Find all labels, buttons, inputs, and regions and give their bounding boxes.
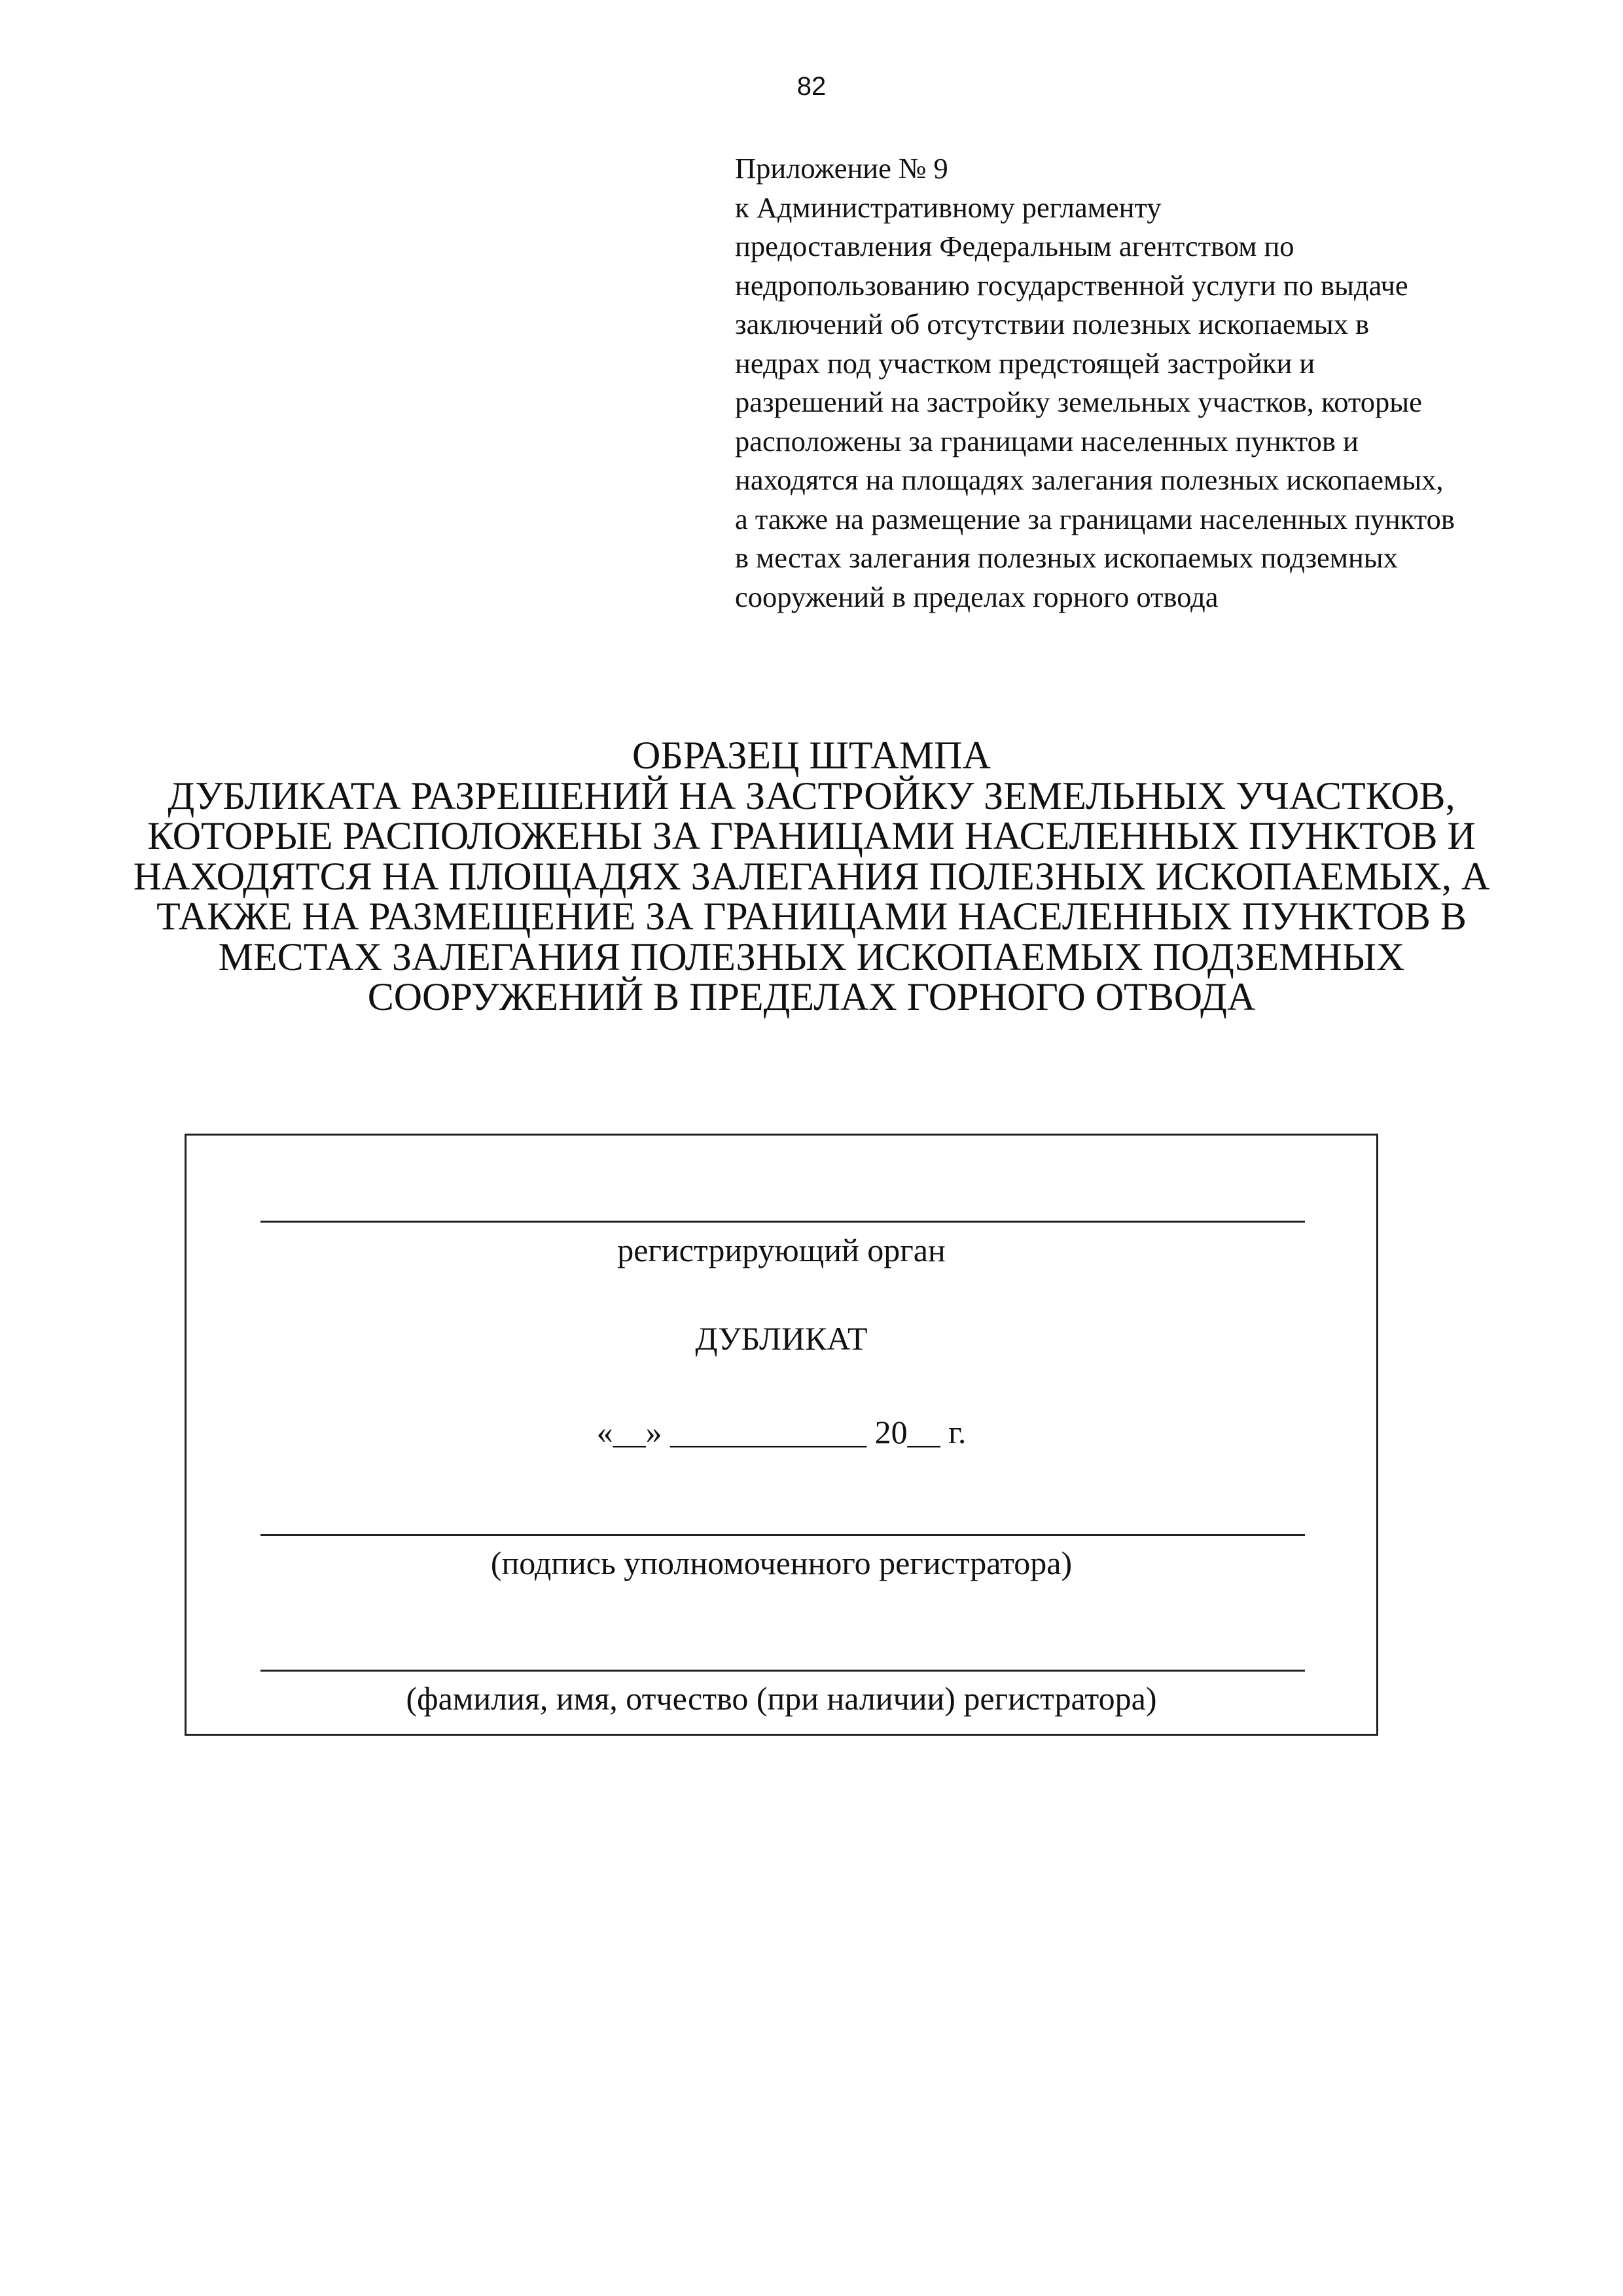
appendix-line: разрешений на застройку земельных участков, которые: [735, 386, 1422, 418]
appendix-line: недропользованию государственной услуги по выдаче: [735, 268, 1408, 302]
signature-label: (подпись уполномоченного регистратора): [490, 1545, 1073, 1581]
appendix-block: [735, 149, 1612, 617]
date-line: «__» ____________ 20__ г.: [596, 1414, 967, 1450]
title-line: СООРУЖЕНИЙ В ПРЕДЕЛАХ ГОРНОГО ОТВОДА: [367, 975, 1256, 1018]
registering-body-line: [260, 1221, 1305, 1223]
fio-label: (фамилия, имя, отчество (при наличии) регистратора): [406, 1680, 1157, 1717]
duplicate-label: ДУБЛИКАТ: [695, 1320, 868, 1357]
title-line: ТАКЖЕ НА РАЗМЕЩЕНИЕ ЗА ГРАНИЦАМИ НАСЕЛЕННЫХ ПУНКТОВ В: [156, 895, 1467, 938]
appendix-line: предоставления Федеральным агентством по: [735, 230, 1294, 262]
title-line: НАХОДЯТСЯ НА ПЛОЩАДЯХ ЗАЛЕГАНИЯ ПОЛЕЗНЫХ ИСКОПАЕМЫХ, А: [133, 854, 1490, 898]
appendix-line: а также на размещение за границами населенных пунктов: [735, 502, 1455, 535]
appendix-line: заключений об отсутствии полезных ископаемых в: [735, 308, 1370, 340]
appendix-line: Приложение № 9: [735, 152, 948, 185]
fio-line: [260, 1670, 1305, 1672]
title-line: ДУБЛИКАТА РАЗРЕШЕНИЙ НА ЗАСТРОЙКУ ЗЕМЕЛЬНЫХ УЧАСТКОВ,: [168, 774, 1455, 817]
page-number: 82: [796, 72, 827, 101]
title-line: КОТОРЫЕ РАСПОЛОЖЕНЫ ЗА ГРАНИЦАМИ НАСЕЛЕННЫХ ПУНКТОВ И: [147, 814, 1476, 857]
signature-line: [260, 1534, 1305, 1536]
title-line: ОБРАЗЕЦ ШТАМПА: [632, 734, 991, 777]
title-line: МЕСТАХ ЗАЛЕГАНИЯ ПОЛЕЗНЫХ ИСКОПАЕМЫХ ПОДЗЕМНЫХ: [218, 935, 1405, 978]
appendix-line: недрах под участком предстоящей застройки и: [735, 346, 1315, 380]
appendix-line: сооружений в пределах горного отвода: [735, 580, 1219, 613]
stamp-box: [185, 1134, 1378, 1736]
registering-body-label: регистрирующий орган: [617, 1232, 946, 1268]
appendix-line: в местах залегания полезных ископаемых подземных: [735, 541, 1398, 574]
appendix-line: расположены за границами населенных пунктов и: [735, 424, 1359, 457]
document-title: [0, 736, 1623, 1018]
appendix-line: находятся на площадях залегания полезных ископаемых,: [735, 463, 1444, 496]
appendix-line: к Административному регламенту: [735, 190, 1162, 224]
